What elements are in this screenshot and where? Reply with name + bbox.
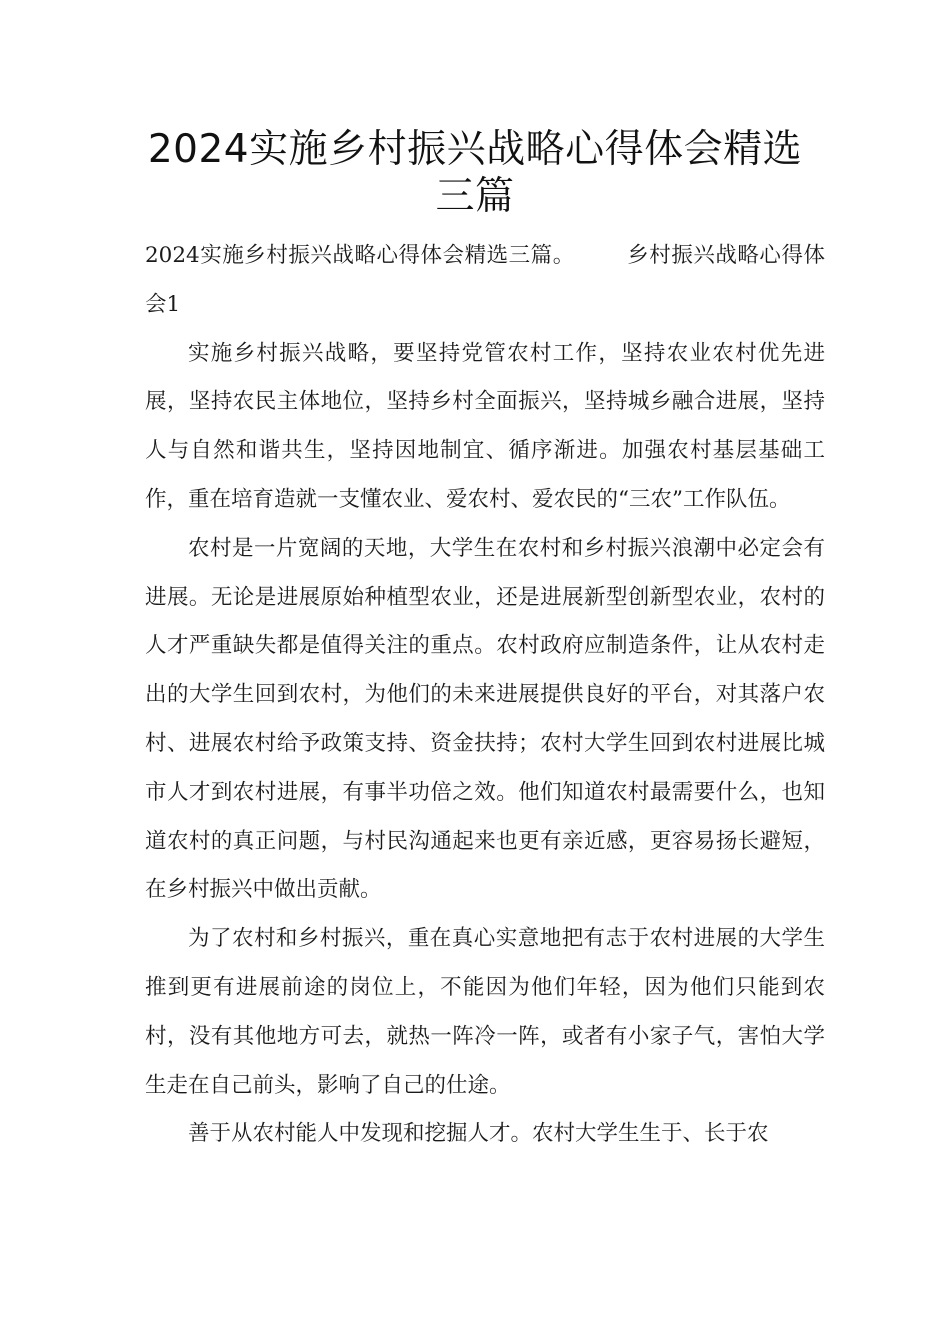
paragraph-2: 农村是一片宽阔的天地，大学生在农村和乡村振兴浪潮中必定会有进展。无论是进展原始种植型农业，还是进展新型创新型农业，农村的人才严重缺失都是值得关注的重点。农村政府应制造条件，让从农村走出的大学生回到农村，为他们的未来进展提供良好的平台，对其落户农村、进展农村给予政策支持、资金扶持；农村大学生回到农村进展比城市人才到农村进展，有事半功倍之效。他们知道农村最需要什么，也知道农村的真正问题，与村民沟通起来也更有亲近感，更容易扬长避短，在乡村振兴中做出贡献。 — [145, 535, 825, 903]
paragraph-4: 善于从农村能人中发现和挖掘人才。农村大学生生于、长于农 — [188, 1121, 769, 1147]
intro-text: 2024实施乡村振兴战略心得体会精选三篇。 — [145, 243, 575, 268]
section-heading: 乡村振兴战略心得体会1 — [145, 243, 825, 317]
document-body — [145, 232, 825, 1159]
paragraph-1: 实施乡村振兴战略，要坚持党管农村工作，坚持农业农村优先进展，坚持农民主体地位，坚持乡村全面振兴，坚持城乡融合进展，坚持人与自然和谐共生，坚持因地制宜、循序渐进。加强农村基层基础工作，重在培育造就一支懂农业、爱农村、爱农民的“三农”工作队伍。 — [145, 340, 825, 512]
intro-line — [145, 232, 825, 330]
paragraph-3: 为了农村和乡村振兴，重在真心实意地把有志于农村进展的大学生推到更有进展前途的岗位上，不能因为他们年轻，因为他们只能到农村，没有其他地方可去，就热一阵冷一阵，或者有小家子气，害怕大学生走在自己前头，影响了自己的仕途。 — [145, 926, 825, 1098]
document-title: 2024实施乡村振兴战略心得体会精选三篇 — [147, 127, 803, 219]
